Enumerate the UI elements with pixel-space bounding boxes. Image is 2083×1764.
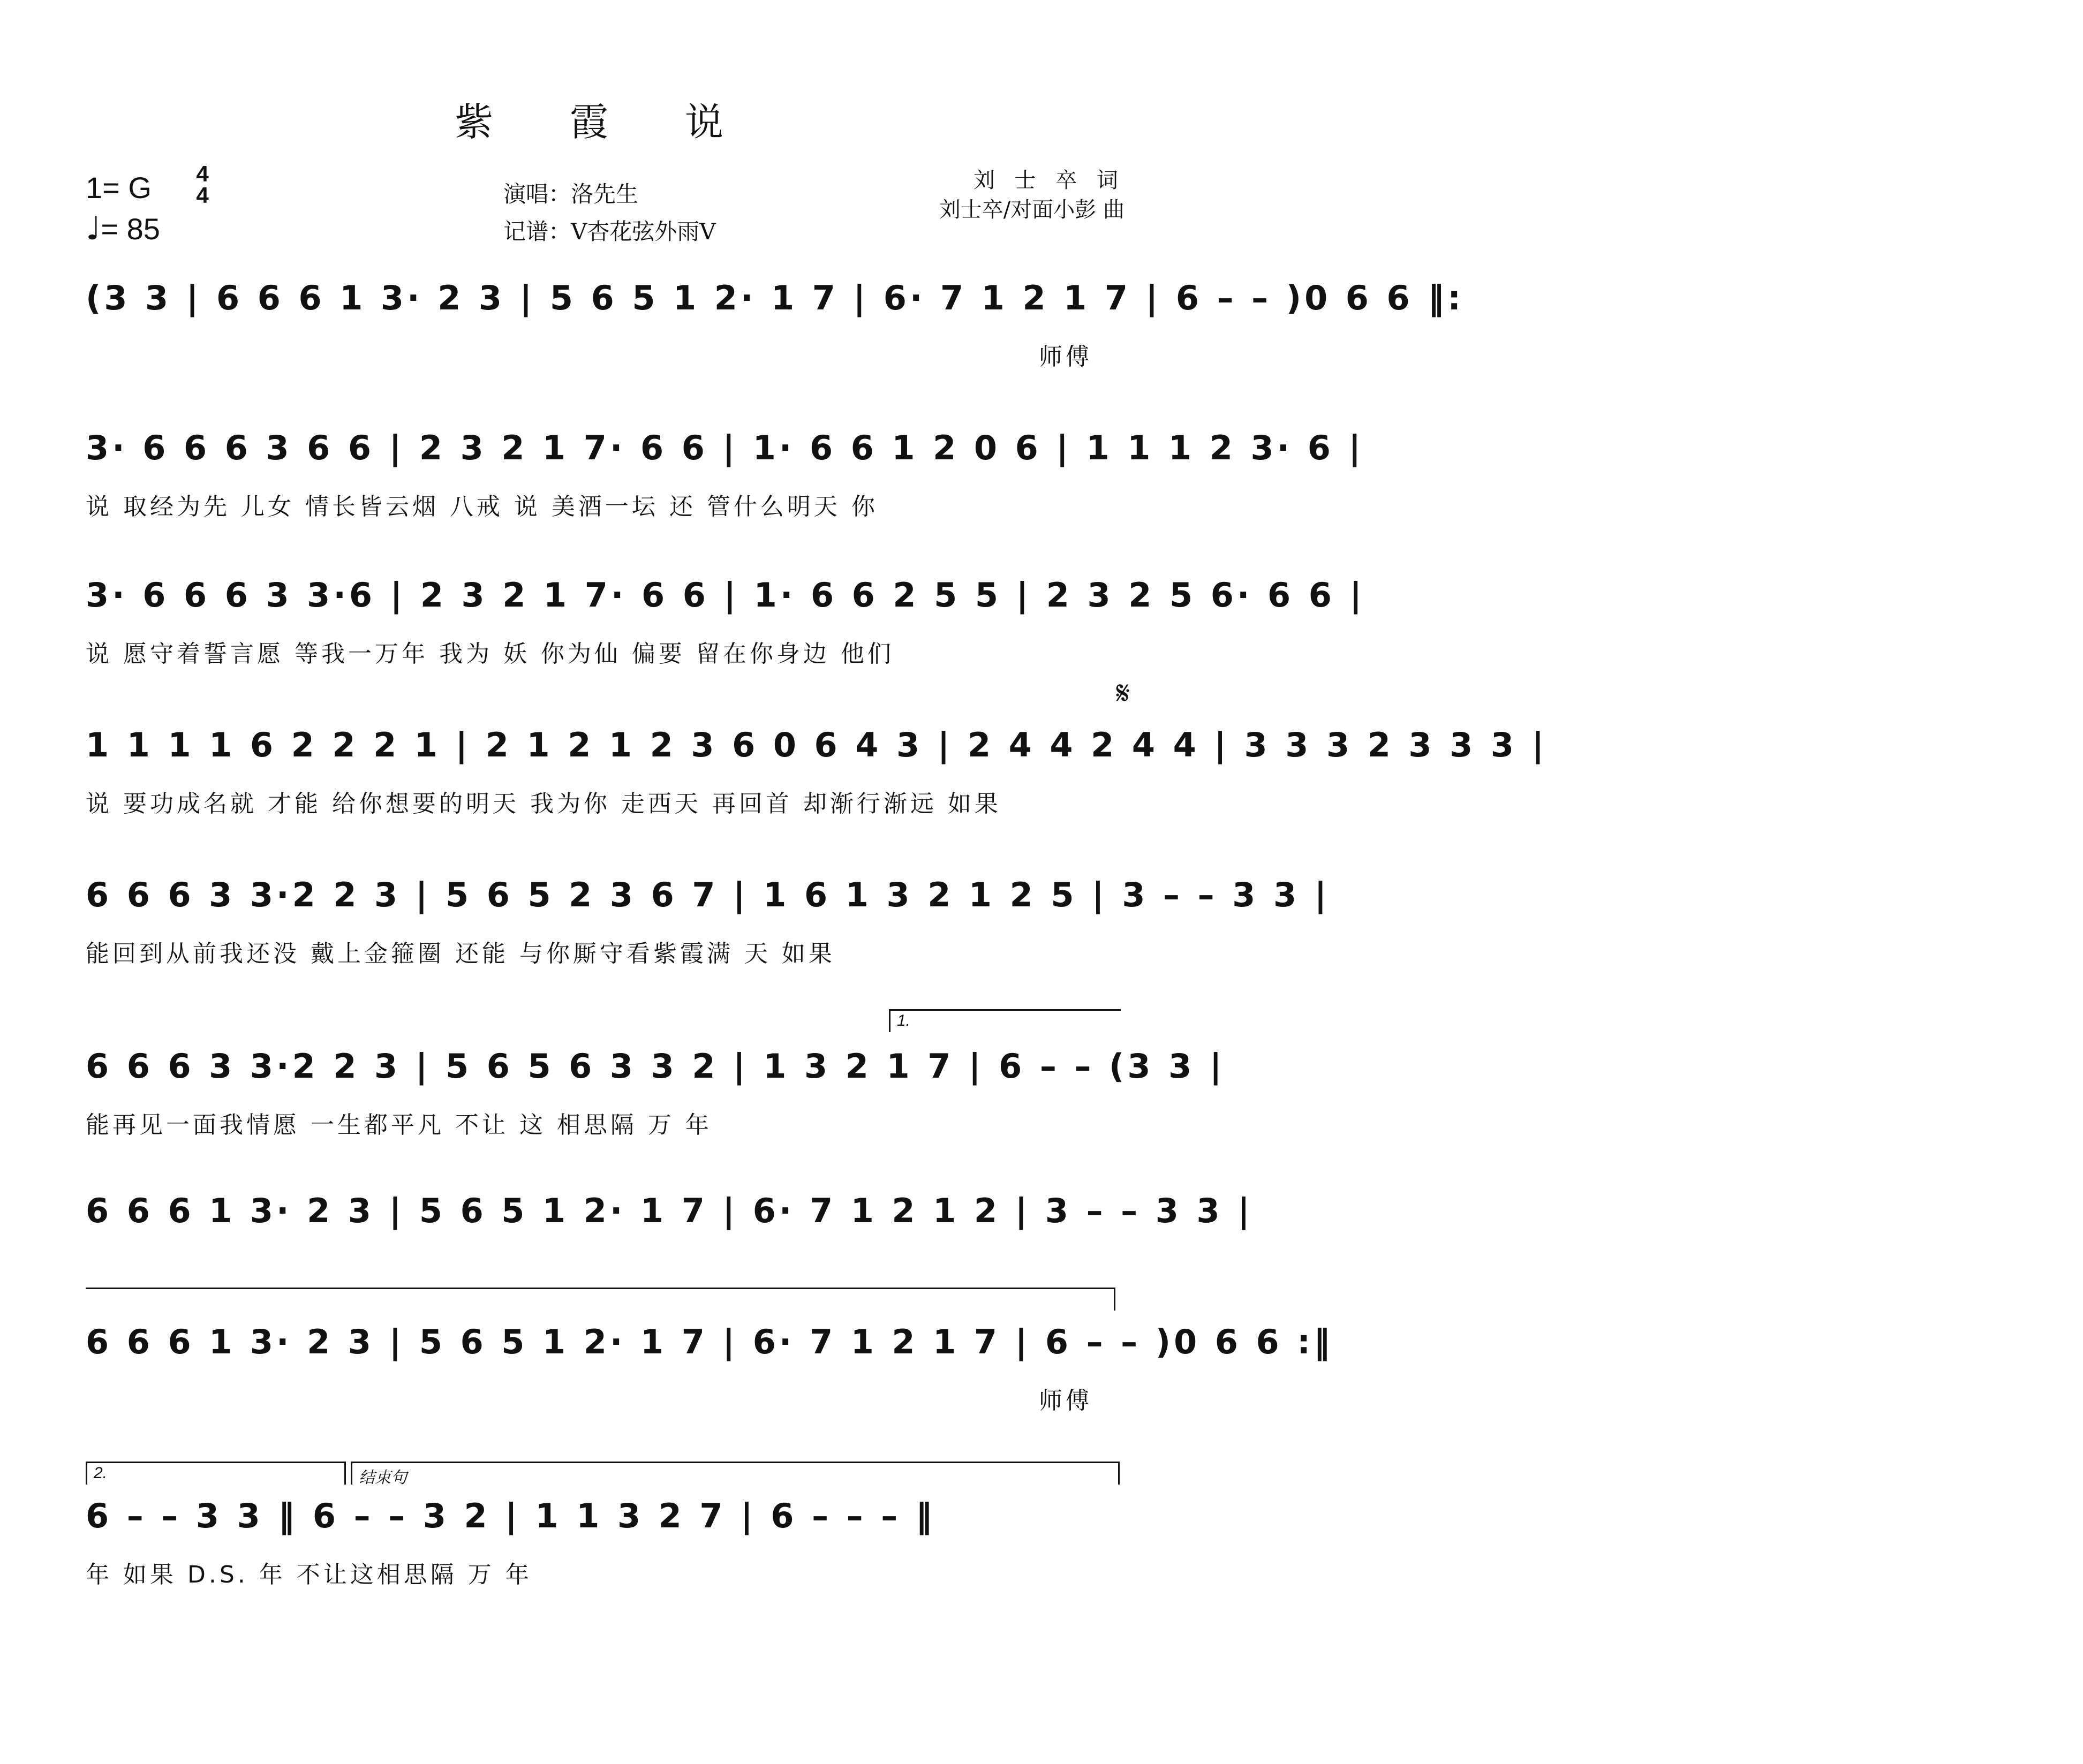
notes-row-8: 6 6 6 1 3· 2 3 | 5 6 5 1 2· 1 7 | 6· 7 1 2 1 7 | 6 – – )0 6 6 :‖ — [86, 1322, 1334, 1361]
volta-1-bracket — [889, 1009, 1121, 1032]
time-signature-top: 4 — [196, 161, 209, 186]
time-signature-bottom: 4 — [196, 183, 209, 208]
lyrics-row-8: 师傅 — [1039, 1387, 1092, 1414]
lyrics-row-5: 能回到从前我还没 戴上金箍圈 还能 与你厮守看紫霞满 天 如果 — [86, 940, 835, 967]
tempo-value: = 85 — [101, 212, 160, 246]
lyrics-row-6: 能再见一面我情愿 一生都平凡 不让 这 相思隔 万 年 — [86, 1111, 712, 1139]
volta-1-label: 1. — [897, 1012, 911, 1029]
lyrics-row-1: 师傅 — [1039, 343, 1092, 370]
song-title: 紫 霞 说 — [455, 100, 756, 145]
notes-row-4: 1 1 1 1 6 2 2 2 1 | 2 1 2 1 2 3 6 0 6 4 3 | 2 4 4 2 4 4 | 3 3 3 2 3 3 3 | — [86, 725, 1548, 764]
repeat-bracket — [86, 1288, 1115, 1311]
volta-2-label: 2. — [94, 1464, 108, 1482]
transcriber: 记谱：V杏花弦外雨V — [503, 218, 716, 245]
segno-icon: 𝄋 — [1116, 675, 1130, 712]
notes-row-5: 6 6 6 3 3·2 2 3 | 5 6 5 2 3 6 7 | 1 6 1 3 2 1 2 5 | 3 – – 3 3 | — [86, 875, 1330, 914]
notes-row-7: 6 6 6 1 3· 2 3 | 5 6 5 1 2· 1 7 | 6· 7 1 2 1 2 | 3 – – 3 3 | — [86, 1191, 1253, 1230]
notes-row-6: 6 6 6 3 3·2 2 3 | 5 6 5 6 3 3 2 | 1 3 2 1 7 | 6 – – (3 3 | — [86, 1047, 1225, 1086]
singer: 演唱：洛先生 — [503, 181, 639, 207]
ending-bracket — [351, 1462, 1120, 1485]
tempo-marking — [86, 210, 160, 247]
notes-row-3: 3· 6 6 6 3 3·6 | 2 3 2 1 7· 6 6 | 1· 6 6 2 5 5 | 2 3 2 5 6· 6 6 | — [86, 576, 1365, 615]
lyrics-row-3: 说 愿守着誓言愿 等我一万年 我为 妖 你为仙 偏要 留在你身边 他们 — [86, 640, 894, 668]
key-signature: 1= G — [86, 171, 152, 205]
notes-row-9: 6 – – 3 3 ‖ 6 – – 3 2 | 1 1 3 2 7 | 6 – – – ‖ — [86, 1496, 935, 1535]
lyrics-row-4: 说 要功成名就 才能 给你想要的明天 我为你 走西天 再回首 却渐行渐远 如果 — [86, 790, 1001, 817]
notes-row-2: 3· 6 6 6 3 6 6 | 2 3 2 1 7· 6 6 | 1· 6 6 1 2 0 6 | 1 1 1 2 3· 6 | — [86, 428, 1364, 467]
notes-row-1: (3 3 | 6 6 6 1 3· 2 3 | 5 6 5 1 2· 1 7 | 6· 7 1 2 1 7 | 6 – – )0 6 6 ‖: — [86, 278, 1465, 317]
lyricist: 刘 士 卒 词 — [973, 168, 1124, 193]
lyrics-row-9: 年 如果 D.S. 年 不让这相思隔 万 年 — [86, 1561, 532, 1588]
ending-label: 结束句 — [359, 1469, 407, 1487]
composer: 刘士卒/对面小彭 曲 — [939, 198, 1124, 222]
lyrics-row-2: 说 取经为先 儿女 情长皆云烟 八戒 说 美酒一坛 还 管什么明天 你 — [86, 493, 878, 520]
quarter-note-icon: ♩ — [86, 210, 101, 247]
volta-2-bracket — [86, 1462, 346, 1485]
time-signature — [190, 163, 215, 206]
